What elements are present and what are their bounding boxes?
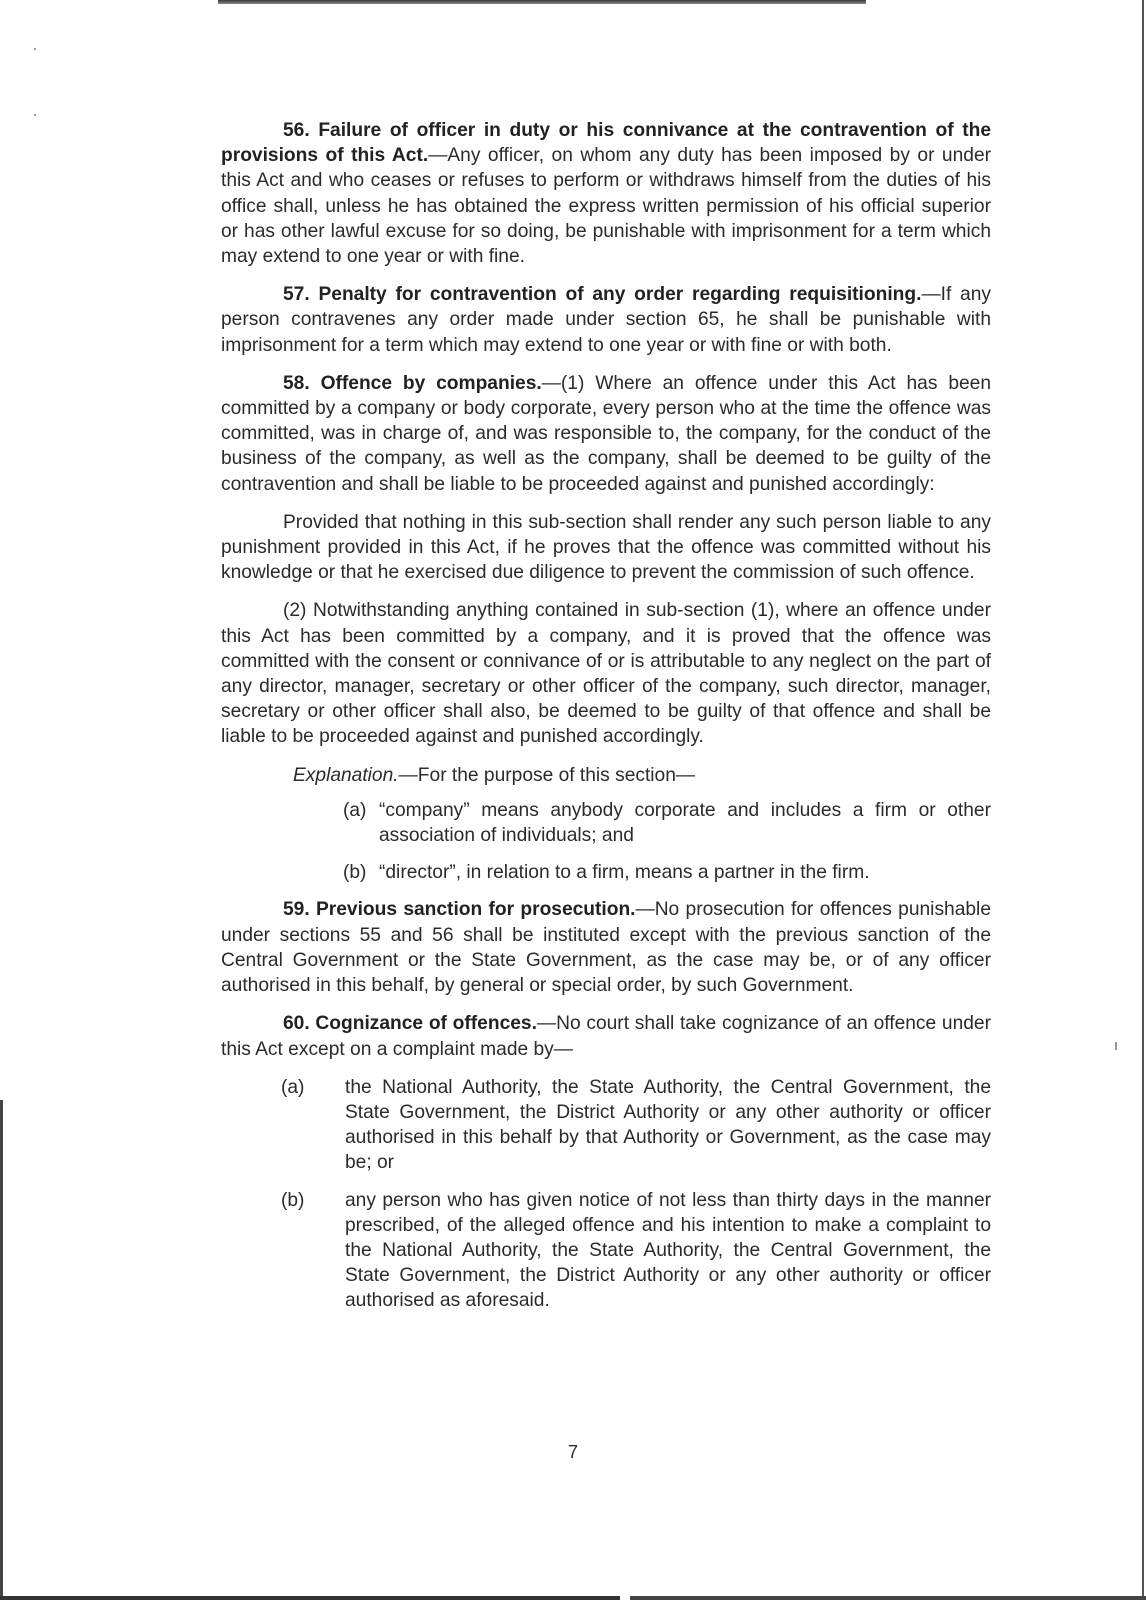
item-label: (a) [343,799,367,821]
explanation-item-a [221,798,991,848]
scan-edge-bottom [630,1596,1146,1600]
section-body: No prosecution for offences punishable under sections 55 and 56 shall be instituted except with the previous sanction of the Central Government or the State Government, as the case may be, or of any officer authorised in this behalf, by general or special order, by such Government. [221,899,991,997]
item-text: “company” means anybody corporate and includes a firm or other association of individuals; and [379,799,991,847]
dash: — [428,145,448,167]
scan-speck [34,48,36,50]
clause-text: any person who has given notice of not less than thirty days in the manner prescribed, of the alleged offence and his intention to make a complaint to the National Authority, the State Authority, the Central Government, the State Government, the District Authority or any other authority or officer authorised as aforesaid. [345,1189,991,1312]
section-number: 58. [283,372,310,394]
section-60-clause-b [221,1188,991,1314]
section-body: If any person contravenes any order made under section 65, he shall be punishable with imprisonment for a term which may extend to one year or with fine or with both. [221,284,991,356]
dash: — [536,1013,557,1035]
clause-text: the National Authority, the State Authority, the Central Government, the State Government, the District Authority or any other authority or officer authorised in this behalf by that Authority or Government, as the case may be; or [345,1076,991,1174]
explanation-item-b [221,860,991,885]
section-60-clause-a [221,1075,991,1176]
scan-speck [1115,1042,1117,1050]
section-heading: Penalty for contravention of any order regarding requisitioning. [318,284,922,306]
section-57 [221,282,991,358]
section-58-proviso: Provided that nothing in this sub-section shall render any such person liable to any punishment provided in this Act, if he proves that the offence was committed without his knowledge or that he exercised due diligence to prevent the commission of such offence. [221,511,991,584]
dash: — [541,372,561,394]
scan-edge-top [218,0,866,4]
section-58 [221,371,991,497]
item-text: “director”, in relation to a firm, means a partner in the firm. [379,862,870,884]
clause-label: (b) [281,1189,305,1211]
section-heading: Failure of officer in duty or his connivance at the contravention of the provisions of this Act. [221,120,991,167]
section-body: No court shall take cognizance of an offence under this Act except on a complaint made by— [221,1013,991,1060]
explanation-text: —For the purpose of this section— [398,764,696,786]
section-number: 59. [283,899,310,921]
page-number: 7 [567,1442,578,1462]
item-label: (b) [343,862,367,884]
section-heading: Previous sanction for prosecution. [315,899,636,921]
section-heading: Cognizance of offences. [315,1013,537,1035]
section-number: 60. [283,1013,310,1035]
scan-edge-left [0,1100,3,1600]
section-heading: Offence by companies. [320,372,542,394]
section-56 [221,118,991,269]
dash: — [921,284,941,306]
section-59 [221,897,991,998]
section-58-explanation [221,763,991,788]
section-body: (1) Where an offence under this Act has been committed by a company or body corporate, every person who at the time the offence was committed, was in charge of, and was responsible to, the company, for the conduct of the business of the company, as well as the company, shall be deemed to be guilty of the contravention and shall be liable to be proceeded against and punished accordingly: [221,372,991,495]
scan-speck [34,114,36,116]
explanation-label: Explanation. [293,764,399,786]
document-page [221,118,991,1326]
dash: — [635,899,655,921]
section-number: 56. [283,120,310,141]
section-58-subsection-2: (2) Notwithstanding anything contained in sub-section (1), where an offence under this Act has been committed by a company, and it is proved that the offence was committed with the consent or connivance of or is attributable to any neglect on the part of any director, manager, secretary or other officer of the company, such director, manager, secretary or other officer shall also, be deemed to be guilty of that offence and shall be liable to be proceeded against and punished accordingly. [221,600,991,748]
scan-edge-bottom [0,1596,620,1600]
scan-edge-right [1142,0,1144,1600]
section-body: Any officer, on whom any duty has been imposed by or under this Act and who ceases or refuses to perform or withdraws himself from the duties of his office shall, unless he has obtained the express written permission of his official superior or has other lawful excuse for so doing, be punishable with imprisonment for a term which may extend to one year or with fine. [221,145,991,268]
section-number: 57. [283,284,310,306]
clause-label: (a) [281,1076,305,1098]
section-60 [221,1011,991,1061]
